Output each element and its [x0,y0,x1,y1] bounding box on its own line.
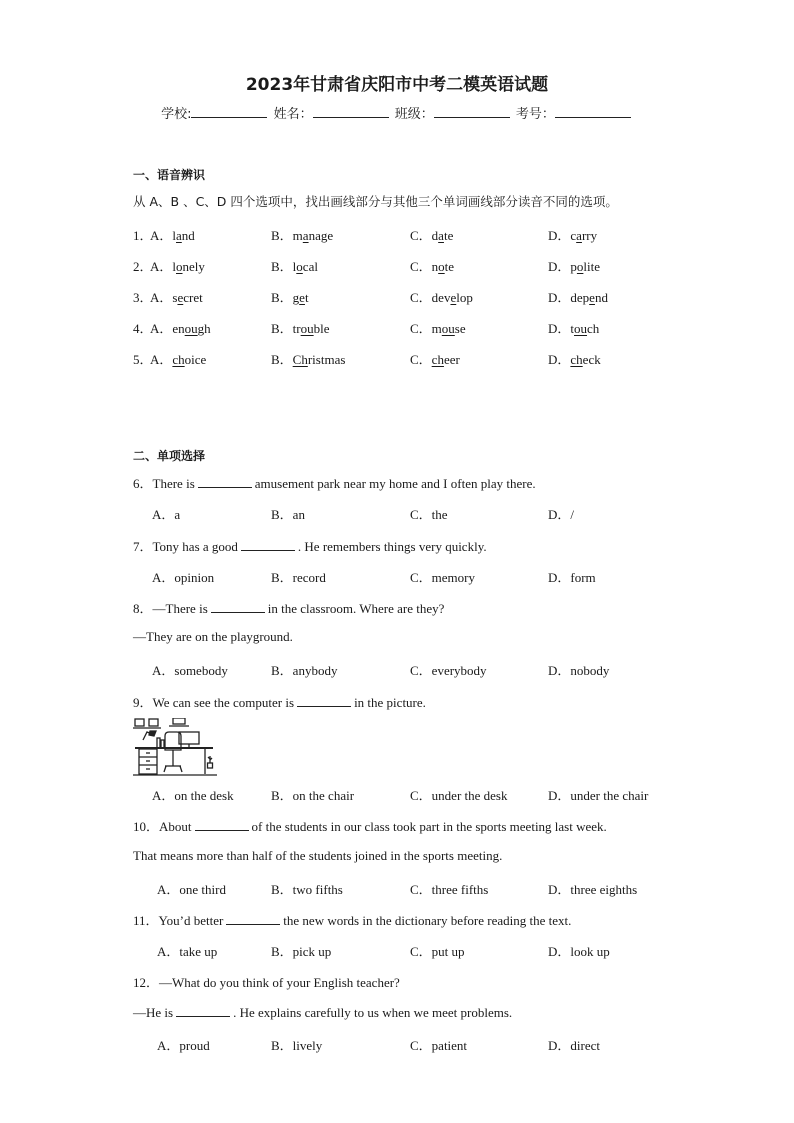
phonetics-question-3 [0,287,794,307]
option-label: B． [271,321,293,336]
q12-option-c[interactable]: C．patient [410,1038,468,1053]
option-pre: m [431,321,442,336]
answer-blank [195,818,249,831]
underlined-letters: ou [300,321,314,336]
answer-blank [211,600,265,613]
option-pre: dev [431,290,451,305]
underlined-letters: e [299,290,305,305]
q11-option-b[interactable]: B．pick up [271,944,332,959]
q8-option-b[interactable]: B．anybody [271,663,338,678]
option-post: nd [181,228,195,243]
section-heading-choice: 二、单项选择 [133,449,206,463]
class-blank[interactable] [434,105,510,118]
option-pre: tr [292,321,301,336]
question-10-continuation: That means more than half of the students joined in the sports meeting. [133,848,503,863]
q7-option-b[interactable]: B．record [271,570,326,585]
answer-blank [241,538,295,551]
q5-option-d[interactable] [548,349,601,368]
question-number: 2． [133,259,153,274]
q1-option-d[interactable] [548,225,597,244]
name-label: 姓名： [273,107,313,122]
underlined-letters: o [176,259,183,274]
student-info-line [0,103,794,122]
underlined-letters: a [576,228,582,243]
option-pre: l [172,259,177,274]
phonetics-question-4 [0,318,794,338]
q3-option-c[interactable] [410,287,473,306]
q10-option-c[interactable]: C．three fifths [410,882,489,897]
underlined-letters: ou [441,321,455,336]
option-label: D． [548,228,571,243]
option-label: A． [150,352,173,367]
underlined-letters: Ch [292,352,308,367]
option-label: B． [271,259,293,274]
q6-option-b[interactable]: B．an [271,507,305,522]
answer-blank [198,475,252,488]
q5-option-c[interactable] [410,349,460,368]
option-label: C． [410,352,432,367]
question-number: 4． [133,321,153,336]
q4-option-b[interactable] [271,318,330,337]
option-label: C． [410,290,432,305]
q3-option-a[interactable] [150,287,203,306]
option-post: te [444,259,455,274]
option-pre: en [172,321,185,336]
option-post: ch [587,321,600,336]
page-title: 2023年甘肃省庆阳市中考二模英语试题 [245,75,549,95]
q1-option-a[interactable] [150,225,195,244]
q12-option-a[interactable]: A．proud [157,1038,210,1053]
question-number: 3． [133,290,153,305]
option-pre: d [431,228,439,243]
answer-blank [226,912,280,925]
option-post: nd [594,290,608,305]
q2-option-a[interactable] [150,256,205,275]
q10-option-b[interactable]: B．two fifths [271,882,343,897]
desk-computer-illustration [133,718,217,776]
q11-option-d[interactable]: D．look up [548,944,610,959]
q6-option-d[interactable]: D．/ [548,507,575,522]
answer-blank [297,694,351,707]
q6-option-a[interactable]: A．a [152,507,181,522]
name-blank[interactable] [313,105,389,118]
underlined-letters: o [296,259,303,274]
q8-option-c[interactable]: C．everybody [410,663,487,678]
option-label: C． [410,259,432,274]
option-post: lop [456,290,473,305]
underlined-letters: a [176,228,182,243]
q7-option-d[interactable]: D．form [548,570,596,585]
q2-option-b[interactable] [271,256,318,275]
phonetics-question-2 [0,256,794,276]
option-label: A． [150,259,173,274]
option-label: D． [548,352,571,367]
answer-blank [176,1004,230,1017]
option-label: D． [548,321,571,336]
option-post: cret [183,290,203,305]
option-label: B． [271,228,293,243]
q11-option-a[interactable]: A．take up [157,944,218,959]
number-label: 考号： [515,107,555,122]
q2-option-d[interactable] [548,256,600,275]
q2-option-c[interactable] [410,256,454,275]
question-12-reply: —He is . He explains carefully to us when we meet problems. [133,1005,513,1020]
option-post: cal [302,259,318,274]
option-label: B． [271,290,293,305]
option-post: t [304,290,309,305]
question-8-reply: —They are on the playground. [133,629,293,644]
underlined-letters: ch [570,352,583,367]
q11-option-c[interactable]: C．put up [410,944,465,959]
option-post: nely [182,259,205,274]
option-post: oice [184,352,207,367]
q10-option-a[interactable]: A．one third [157,882,226,897]
section-heading-phonetics: 一、语音辨识 [133,168,206,182]
question-8-stem: 8．—There is in the classroom. Where are they? [133,601,445,616]
school-label: 学校: [161,107,192,122]
option-post: nage [308,228,334,243]
q4-option-a[interactable] [150,318,211,337]
q9-option-c[interactable]: C．under the desk [410,788,508,803]
q4-option-c[interactable] [410,318,466,337]
option-label: D． [548,290,571,305]
underlined-letters: o [576,259,584,274]
section-instruction: 从 A、B 、C、D 四个选项中，找出画线部分与其他三个单词画线部分读音不同的选项。 [133,194,618,209]
option-pre: p [570,259,577,274]
option-label: A． [150,321,173,336]
q9-option-a[interactable]: A．on the desk [152,788,234,803]
phonetics-question-5 [0,349,794,369]
option-label: C． [410,321,432,336]
option-post: eer [443,352,460,367]
class-label: 班级： [394,107,434,122]
question-11-stem: 11．You’d better the new words in the dictionary before reading the text. [133,913,572,928]
option-post: te [443,228,454,243]
option-post: lite [583,259,600,274]
q5-option-a[interactable] [150,349,206,368]
q12-option-d[interactable]: D．direct [548,1038,600,1053]
option-label: B． [271,352,293,367]
option-label: D． [548,259,571,274]
question-number: 1． [133,228,153,243]
question-6-stem: 6．There is amusement park near my home and I often play there. [133,476,536,491]
q1-option-c[interactable] [410,225,453,244]
underlined-letters: a [302,228,309,243]
underlined-letters: ch [431,352,444,367]
question-12-stem: 12．—What do you think of your English teacher? [133,975,400,990]
underlined-letters: o [438,259,445,274]
underlined-letters: e [589,290,595,305]
question-9-stem: 9．We can see the computer is in the picture. [133,695,426,710]
option-pre: m [292,228,303,243]
option-post: ble [313,321,330,336]
q12-option-b[interactable]: B．lively [271,1038,323,1053]
q9-option-b[interactable]: B．on the chair [271,788,355,803]
option-label: A． [150,228,173,243]
option-pre: c [570,228,577,243]
underlined-letters: ou [184,321,198,336]
school-blank[interactable] [191,105,267,118]
option-pre: l [172,228,177,243]
option-pre: g [292,290,300,305]
q4-option-d[interactable] [548,318,599,337]
underlined-letters: e [450,290,457,305]
q7-option-c[interactable]: C．memory [410,570,475,585]
q5-option-b[interactable] [271,349,345,368]
q8-option-a[interactable]: A．somebody [152,663,228,678]
option-post: se [454,321,466,336]
question-10-stem: 10．About of the students in our class took part in the sports meeting last week. [133,819,607,834]
q3-option-d[interactable] [548,287,608,306]
option-pre: t [570,321,575,336]
question-7-stem: 7．Tony has a good . He remembers things very quickly. [133,539,487,554]
underlined-letters: e [177,290,184,305]
option-post: eck [582,352,601,367]
option-pre: l [292,259,297,274]
option-post: rry [581,228,598,243]
q7-option-a[interactable]: A．opinion [152,570,215,585]
option-pre: n [431,259,439,274]
number-blank[interactable] [555,105,631,118]
q3-option-b[interactable] [271,287,309,306]
question-number: 5． [133,352,153,367]
option-label: A． [150,290,173,305]
phonetics-question-1 [0,225,794,245]
option-post: ristmas [307,352,346,367]
q9-option-d[interactable]: D．under the chair [548,788,649,803]
option-pre: dep [570,290,590,305]
q6-option-c[interactable]: C．the [410,507,448,522]
underlined-letters: a [438,228,444,243]
underlined-letters: ch [172,352,185,367]
q8-option-d[interactable]: D．nobody [548,663,610,678]
option-pre: s [172,290,178,305]
q1-option-b[interactable] [271,225,333,244]
underlined-letters: ou [574,321,588,336]
q10-option-d[interactable]: D．three eighths [548,882,638,897]
option-post: gh [197,321,211,336]
option-label: C． [410,228,432,243]
